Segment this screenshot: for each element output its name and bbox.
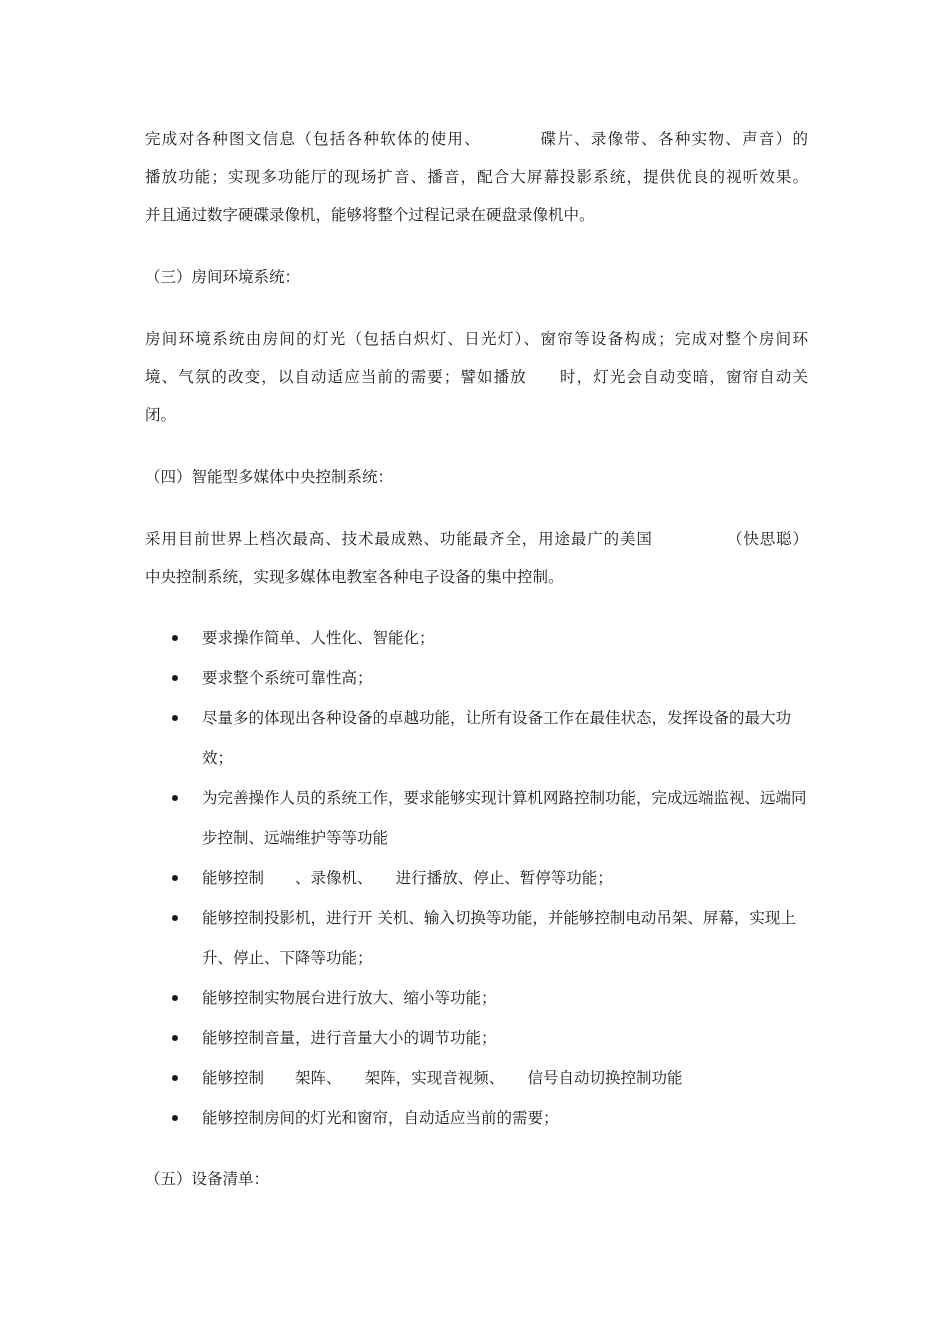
list-item-text: 为完善操作人员的系统工作，要求能够实现计算机网路控制功能，完成远端监视、远端同步控制、远端维护等等功能 bbox=[202, 789, 807, 847]
section-heading-room-environment: （三）房间环境系统： bbox=[145, 268, 301, 286]
list-item bbox=[145, 898, 808, 978]
list-item bbox=[145, 698, 808, 778]
list-item bbox=[145, 858, 808, 898]
list-item-text: 能够控制音量，进行音量大小的调节功能； bbox=[202, 1029, 497, 1047]
bullet-icon bbox=[172, 1035, 178, 1041]
paragraph-line: 闭。 bbox=[145, 406, 177, 424]
bullet-icon bbox=[172, 915, 178, 921]
paragraph-playback bbox=[145, 124, 808, 230]
paragraph-line: 并且通过数字硬碟录像机，能够将整个过程记录在硬盘录像机中。 bbox=[145, 206, 595, 224]
bullet-icon bbox=[172, 1075, 178, 1081]
bullet-icon bbox=[172, 1115, 178, 1121]
list-item-text: 要求整个系统可靠性高； bbox=[202, 669, 373, 687]
list-item-text: 要求操作简单、人性化、智能化； bbox=[202, 629, 435, 647]
list-item bbox=[145, 618, 808, 658]
list-item-text: 尽量多的体现出各种设备的卓越功能，让所有设备工作在最佳状态，发挥设备的最大功效； bbox=[202, 709, 792, 767]
bullet-icon bbox=[172, 795, 178, 801]
section-heading-equipment-list: （五）设备清单： bbox=[145, 1170, 270, 1188]
requirements-list bbox=[145, 618, 808, 1138]
list-item bbox=[145, 1018, 808, 1058]
list-item-text: 能够控制房间的灯光和窗帘，自动适应当前的需要； bbox=[202, 1109, 559, 1127]
paragraph-room-environment bbox=[145, 324, 808, 430]
list-item-text: 能够控制 、录像机、 进行播放、停止、暂停等功能； bbox=[202, 869, 613, 887]
list-item bbox=[145, 778, 808, 858]
list-item bbox=[145, 658, 808, 698]
list-item-text: 能够控制投影机，进行开 关机、输入切换等功能，并能够控制电动吊架、屏幕，实现上升、停止、下降等功能； bbox=[202, 909, 796, 967]
bullet-icon bbox=[172, 995, 178, 1001]
list-item bbox=[145, 1098, 808, 1138]
paragraph-line: 采用目前世界上档次最高、技术最成熟、功能最齐全，用途最广的美国 （快思聪） bbox=[145, 530, 808, 548]
paragraph-central-control bbox=[145, 524, 808, 592]
list-item-text: 能够控制 架阵、 架阵，实现音视频、 信号自动切换控制功能 bbox=[202, 1069, 683, 1087]
bullet-icon bbox=[172, 875, 178, 881]
list-item bbox=[145, 1058, 808, 1098]
paragraph-line: 完成对各种图文信息（包括各种软体的使用、 碟片、录像带、各种实物、声音）的 bbox=[145, 130, 808, 148]
list-item bbox=[145, 978, 808, 1018]
paragraph-line: 中央控制系统，实现多媒体电教室各种电子设备的集中控制。 bbox=[145, 568, 564, 586]
bullet-icon bbox=[172, 715, 178, 721]
paragraph-line: 房间环境系统由房间的灯光（包括白炽灯、日光灯）、窗帘等设备构成；完成对整个房间环 bbox=[145, 330, 808, 348]
bullet-icon bbox=[172, 675, 178, 681]
bullet-icon bbox=[172, 635, 178, 641]
section-heading-central-control: （四）智能型多媒体中央控制系统： bbox=[145, 468, 394, 486]
paragraph-line: 境、气氛的改变，以自动适应当前的需要；譬如播放 时，灯光会自动变暗，窗帘自动关 bbox=[145, 368, 808, 386]
paragraph-line: 播放功能；实现多功能厅的现场扩音、播音，配合大屏幕投影系统，提供优良的视听效果。 bbox=[145, 168, 808, 186]
list-item-text: 能够控制实物展台进行放大、缩小等功能； bbox=[202, 989, 497, 1007]
